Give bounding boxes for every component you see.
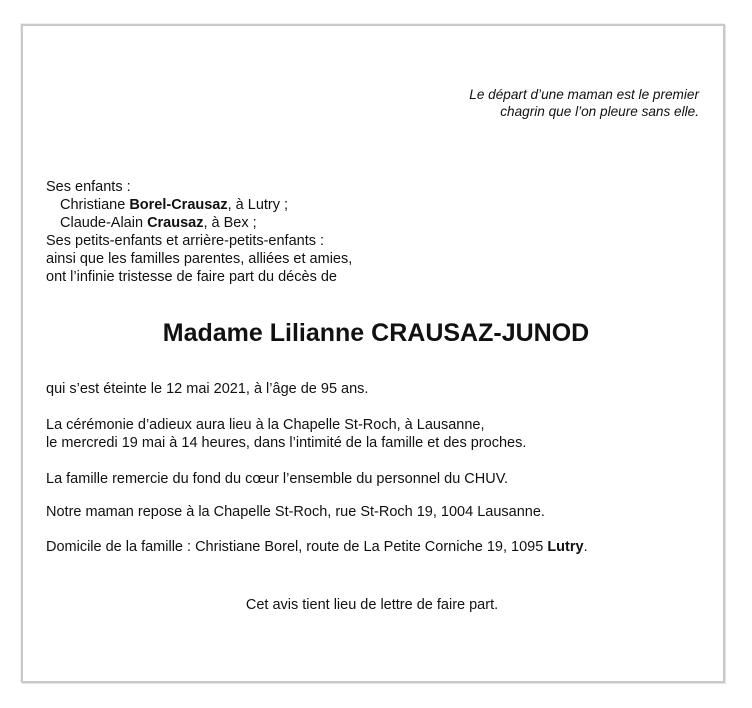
domicile-end: .	[583, 539, 588, 555]
domicile-town: Lutry	[547, 539, 584, 555]
families-line: ainsi que les familles parentes, alliées et amies,	[46, 251, 353, 267]
child-2-place: , à Bex ;	[203, 215, 257, 231]
family-domicile-line	[46, 538, 588, 556]
domicile-address: Domicile de la famille : Christiane Borel, route de La Petite Corniche 19, 1095	[46, 539, 548, 555]
child-1-surname: Borel-Crausaz	[129, 197, 228, 213]
child-entry-1	[60, 196, 288, 214]
epigraph-line-1: Le départ d’une maman est le premier	[469, 87, 699, 102]
obituary-notice-frame	[21, 24, 725, 683]
thanks-line: La famille remercie du fond du cœur l’ensemble du personnel du CHUV.	[46, 471, 509, 487]
child-1-first-name: Christiane	[60, 197, 130, 213]
resting-place-line: Notre maman repose à la Chapelle St-Roch, rue St-Roch 19, 1004 Lausanne.	[46, 504, 545, 520]
grandchildren-line: Ses petits-enfants et arrière-petits-enfants :	[46, 233, 325, 249]
child-1-place: , à Lutry ;	[227, 197, 289, 213]
child-entry-2	[60, 214, 257, 232]
child-2-first-name: Claude-Alain	[60, 215, 148, 231]
announcement-line: ont l’infinie tristesse de faire part du décès de	[46, 269, 337, 285]
epigraph-line-2: chagrin que l’on pleure sans elle.	[500, 104, 699, 119]
deceased-name: Madame Lilianne CRAUSAZ-JUNOD	[162, 319, 590, 347]
footer-note: Cet avis tient lieu de lettre de faire part.	[245, 597, 499, 613]
ceremony-line-2: le mercredi 19 mai à 14 heures, dans l’intimité de la famille et des proches.	[46, 435, 527, 451]
ceremony-line-1: La cérémonie d’adieux aura lieu à la Chapelle St-Roch, à Lausanne,	[46, 417, 485, 433]
death-details: qui s’est éteinte le 12 mai 2021, à l’âge de 95 ans.	[46, 381, 369, 397]
child-2-surname: Crausaz	[147, 215, 204, 231]
children-intro: Ses enfants :	[46, 179, 131, 195]
